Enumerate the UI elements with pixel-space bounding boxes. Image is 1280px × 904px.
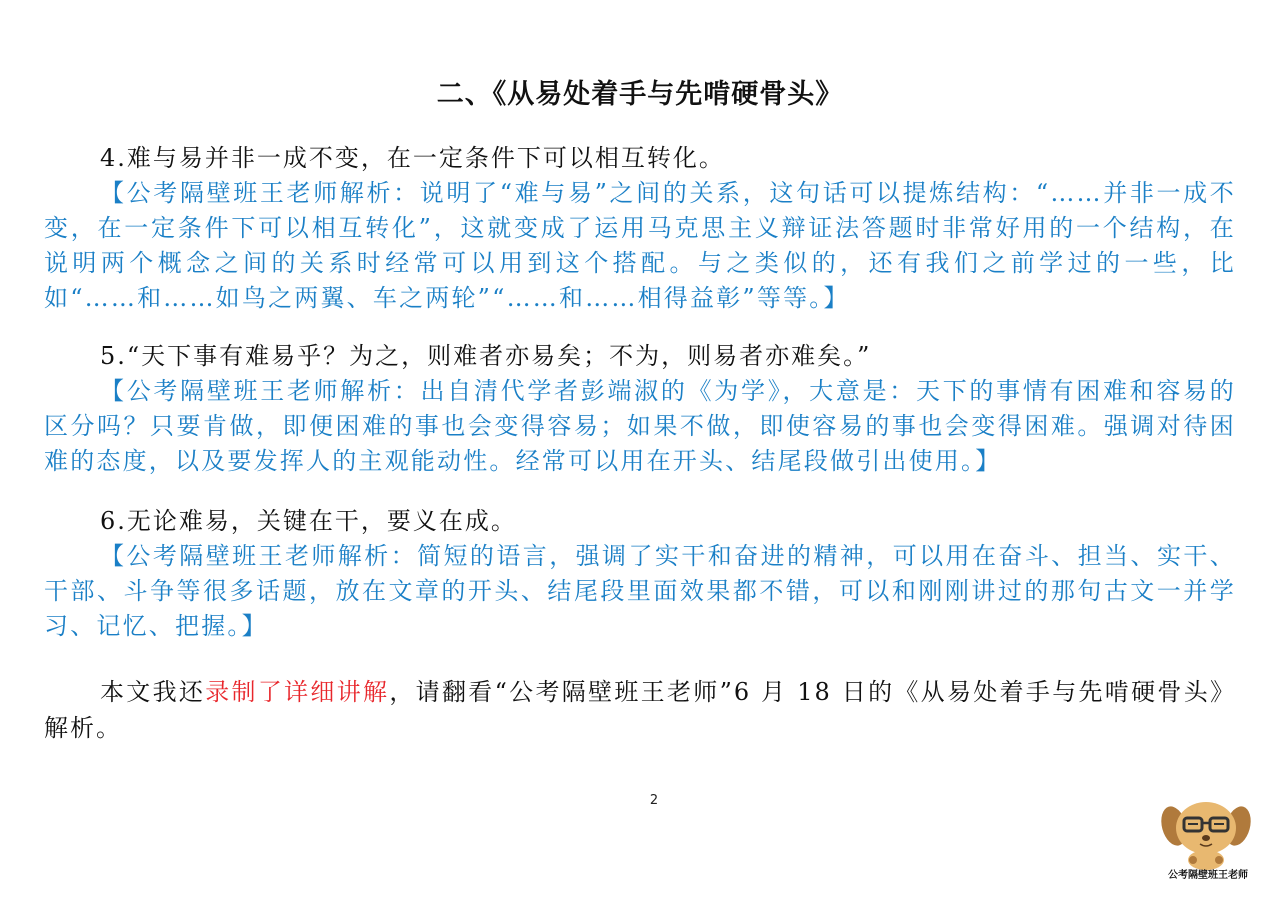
closing-text [44, 674, 1236, 746]
item-5 [44, 338, 1236, 479]
closing-highlight: 录制了详细讲解 [205, 678, 390, 706]
item-6 [44, 503, 1236, 644]
mascot-caption: 公考隔壁班王老师 [1168, 870, 1248, 881]
analysis-text: 【公考隔壁班王老师解析：出自清代学者彭端淑的《为学》，大意是：天下的事情有困难和容易的区分吗？只要肯做，即便困难的事也会变得容易；如果不做，即使容易的事也会变得困难。强调对待困难的态度，以及要发挥人的主观能动性。经常可以用在开头、结尾段做引出使用。】 [44, 377, 1236, 475]
analysis-text: 【公考隔壁班王老师解析：说明了“难与易”之间的关系，这句话可以提炼结构：“……并非一成不变，在一定条件下可以相互转化”，这就变成了运用马克思主义辩证法答题时非常好用的一个结构，在说明两个概念之间的关系时经常可以用到这个搭配。与之类似的，还有我们之前学过的一些，比如“……和……如鸟之两翼、车之两轮”“……和……相得益彰”等等。】 [44, 179, 1236, 312]
page-number: 2 [649, 793, 659, 808]
page-title: 二、《从易处着手与先啃硬骨头》 [436, 79, 844, 110]
quote-text: 4.难与易并非一成不变，在一定条件下可以相互转化。 [100, 144, 725, 172]
item-4 [44, 140, 1236, 316]
quote-text: 6.无论难易，关键在干，要义在成。 [100, 507, 517, 535]
closing-paragraph [44, 674, 1236, 746]
analysis-text: 【公考隔壁班王老师解析：简短的语言，强调了实干和奋进的精神，可以用在奋斗、担当、实干、干部、斗争等很多话题，放在文章的开头、结尾段里面效果都不错，可以和刚刚讲过的那句古文一并学习、记忆、把握。】 [44, 542, 1236, 640]
closing-after: ，请翻看“公考隔壁班王老师”6 月 18 日的《从易处着手与先啃硬骨头》解析。 [44, 678, 1237, 742]
quote-text: 5.“天下事有难易乎？为之，则难者亦易矣；不为，则易者亦难矣。” [100, 342, 872, 370]
dog-mascot-icon [1160, 796, 1256, 900]
closing-before: 本文我还 [100, 678, 206, 706]
